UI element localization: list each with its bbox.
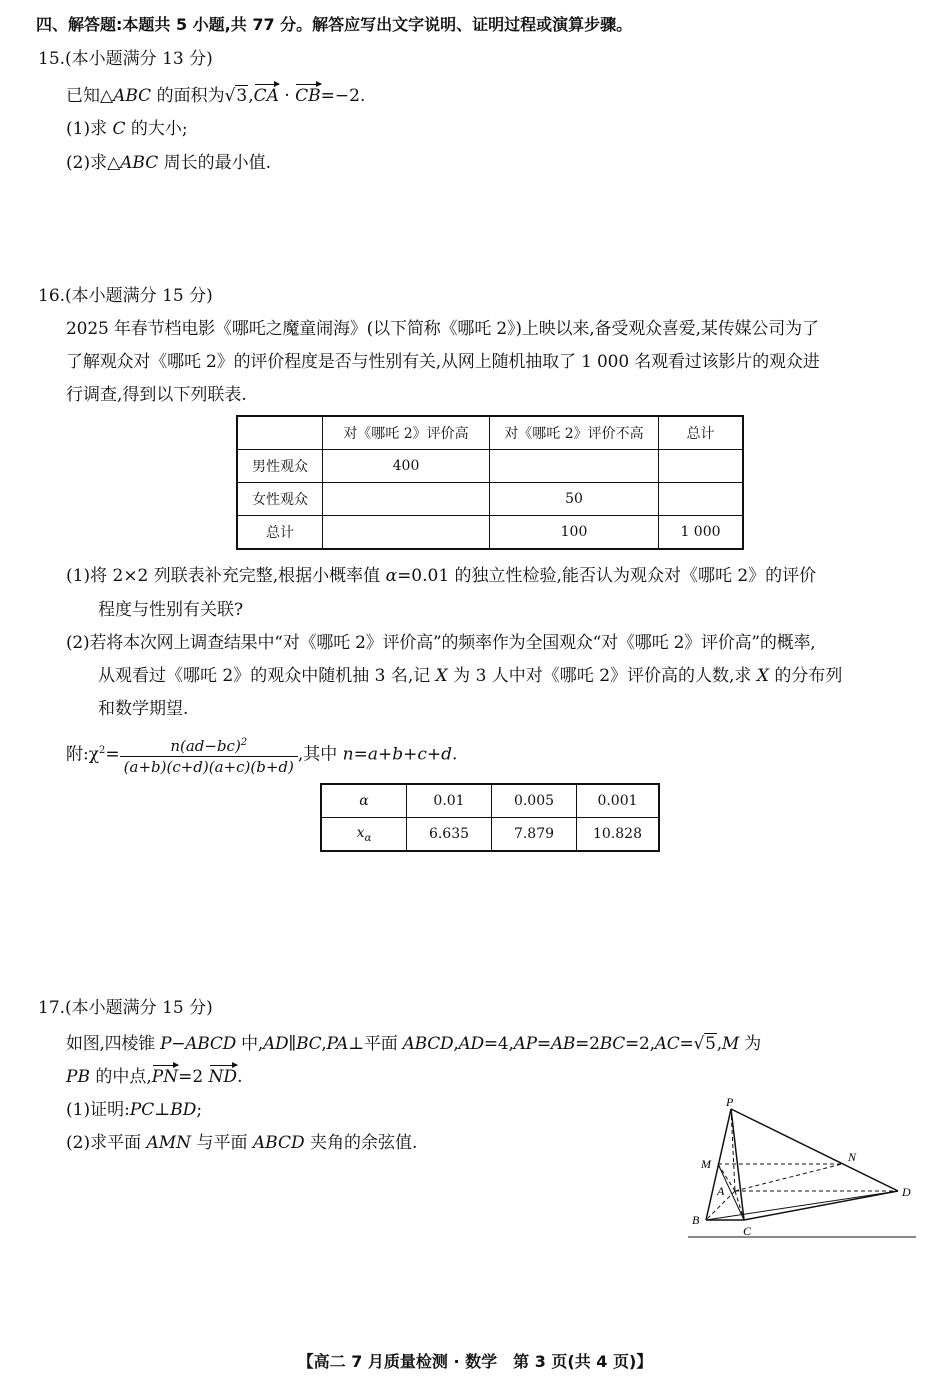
- x-alpha-sub: α: [364, 832, 372, 844]
- q16-part2-c: 和数学期望.: [98, 699, 189, 719]
- q17-text: ,: [321, 1034, 327, 1054]
- q16-line1: 2025 年春节档电影《哪吒之魔童闹海》(以下简称《哪吒 2》)上映以来,备受观众喜爱,某传媒公司为了: [66, 319, 819, 339]
- table-row: [237, 483, 743, 516]
- chi-square-formula: [66, 730, 457, 777]
- formula-tail-pre: ,其中: [297, 744, 343, 765]
- q17-text: .: [237, 1067, 243, 1087]
- q15-heading: [38, 46, 213, 72]
- table-cell: 400: [323, 450, 490, 483]
- label-p: P: [726, 1095, 734, 1109]
- q17-var: PB: [66, 1067, 90, 1087]
- q17-var: PA: [326, 1034, 349, 1054]
- q17-vector-pn: PN: [152, 1064, 178, 1090]
- table-row: [237, 450, 743, 483]
- table-cell: 女性观众: [237, 483, 323, 516]
- q17-number: 17.: [38, 998, 66, 1018]
- q17-var: ABCD: [402, 1034, 454, 1054]
- q16-heading: [38, 283, 213, 309]
- q17-text: ∥: [288, 1034, 297, 1054]
- q15-number: 15.: [38, 49, 66, 69]
- label-b: B: [692, 1213, 700, 1227]
- label-n: N: [848, 1150, 857, 1164]
- q17-line2: [66, 1064, 242, 1090]
- q16-part2-b-x2: X: [756, 666, 769, 686]
- q17-part2: [66, 1130, 417, 1156]
- q17-var: BC: [296, 1034, 322, 1054]
- q17-line1: [66, 1031, 761, 1057]
- q16-part1-a: [66, 563, 816, 589]
- x-alpha-label: x: [356, 824, 365, 841]
- table-header-cell: [237, 416, 323, 450]
- table-cell: [323, 483, 490, 516]
- q16-part1-a-post: =0.01 的独立性检验,能否认为观众对《哪吒 2》的评价: [397, 566, 817, 586]
- q15-part1-pre: (1)求: [66, 119, 113, 139]
- q17-part2-v1: AMN: [146, 1133, 192, 1153]
- q17-part1: [66, 1097, 202, 1123]
- q17-text: 如图,四棱锥: [66, 1034, 161, 1054]
- q16-line3: 行调查,得到以下列联表.: [66, 385, 247, 405]
- q16-part2-b: [98, 663, 842, 689]
- table-cell: α: [321, 784, 407, 818]
- q15-sqrt-value: 3: [236, 86, 248, 106]
- q15-stem-pre: 已知△: [66, 86, 114, 106]
- q15-part2: [66, 150, 271, 176]
- q16-part2-a: (2)若将本次网上调查结果中“对《哪吒 2》评价高”的频率作为全国观众“对《哪吒 2》评价高”的概率,: [66, 633, 816, 653]
- q17-part2-mid: 与平面: [191, 1133, 253, 1153]
- table-row: [237, 516, 743, 550]
- table-cell: 0.005: [492, 784, 577, 818]
- contingency-table: [236, 415, 744, 550]
- formula-numerator: [120, 733, 298, 757]
- table-cell: 1 000: [659, 516, 744, 550]
- table-cell: [659, 450, 744, 483]
- table-cell: [323, 516, 490, 550]
- table-header-cell: 对《哪吒 2》评价高: [323, 416, 490, 450]
- table-cell: 0.01: [407, 784, 492, 818]
- q16-part2-b-mid: 为 3 人中对《哪吒 2》评价高的人数,求: [447, 666, 757, 686]
- formula-num-text: n(ad−bc): [170, 737, 241, 756]
- q17-var: M: [721, 1034, 740, 1054]
- table-cell: [659, 483, 744, 516]
- q17-text: ,: [716, 1034, 722, 1054]
- q16-part2-b-pre: 从观看过《哪吒 2》的观众中随机抽 3 名,记: [98, 666, 436, 686]
- q17-text: ,: [453, 1034, 459, 1054]
- page-footer: 【高二 7 月质量检测 · 数学 第 3 页(共 4 页)】: [297, 1352, 653, 1371]
- formula-eq: =: [105, 744, 120, 765]
- q17-text: =2: [575, 1034, 600, 1054]
- q17-score: (本小题满分 15 分): [65, 998, 213, 1018]
- q15-part2-pre: (2)求△: [66, 153, 121, 173]
- table-cell: 100: [490, 516, 659, 550]
- q17-part1-pre: (1)证明:: [66, 1100, 130, 1120]
- q17-var: AB: [550, 1034, 576, 1054]
- table-header-cell: 对《哪吒 2》评价不高: [490, 416, 659, 450]
- q16-part1-b: 程度与性别有关联?: [98, 600, 244, 620]
- q15-vector-ca: CA: [254, 83, 279, 109]
- table-cell: 50: [490, 483, 659, 516]
- q15-part1-post: 的大小;: [125, 119, 188, 139]
- q17-text: 的中点,: [89, 1067, 152, 1087]
- q17-part1-post: ;: [196, 1100, 203, 1120]
- table-cell: 7.879: [492, 818, 577, 852]
- q16-score: (本小题满分 15 分): [65, 286, 213, 306]
- table-row: [321, 818, 659, 852]
- q15-stem-end: =−2.: [320, 86, 366, 106]
- q15-score: (本小题满分 13 分): [65, 49, 213, 69]
- q15-vector-cb: CB: [295, 83, 321, 109]
- q17-text: ⊥平面: [348, 1034, 403, 1054]
- table-cell: 男性观众: [237, 450, 323, 483]
- q17-var: AD: [458, 1034, 484, 1054]
- q17-text: 中,: [235, 1034, 264, 1054]
- label-a: A: [717, 1184, 725, 1198]
- q16-part1-alpha: α: [385, 566, 398, 586]
- table-cell: 总计: [237, 516, 323, 550]
- q15-part1-var: C: [112, 119, 126, 139]
- section-header: 四、解答题:本题共 5 小题,共 77 分。解答应写出文字说明、证明过程或演算步骤。: [36, 15, 633, 34]
- formula-tail-var: n=a+b+c+d: [342, 744, 453, 765]
- q17-text: =2,: [625, 1034, 655, 1054]
- q15-stem-triangle: ABC: [113, 86, 152, 106]
- q16-part2-b-x1: X: [435, 666, 448, 686]
- q17-var: AD: [263, 1034, 289, 1054]
- q15-dot: ·: [278, 86, 296, 106]
- q17-heading: [38, 995, 213, 1021]
- q16-number: 16.: [38, 286, 66, 306]
- formula-sup: 2: [99, 745, 106, 756]
- q17-part2-pre: (2)求平面: [66, 1133, 147, 1153]
- table-row: [321, 784, 659, 818]
- q17-text: =4,: [483, 1034, 514, 1054]
- q15-sqrt: √3: [224, 86, 248, 106]
- q15-comma: ,: [248, 86, 254, 106]
- q15-stem-mid: 的面积为: [151, 86, 225, 106]
- table-cell: [490, 450, 659, 483]
- q17-var: BC: [599, 1034, 626, 1054]
- q17-var: P−ABCD: [160, 1034, 236, 1054]
- formula-label: 附:χ: [66, 744, 100, 765]
- label-c: C: [743, 1224, 752, 1238]
- q17-text: =: [536, 1034, 551, 1054]
- table-header-cell: 总计: [659, 416, 744, 450]
- q17-sqrt-value: 5: [705, 1034, 716, 1054]
- q17-part1-var: PC⊥BD: [129, 1100, 197, 1120]
- q17-part2-post: 夹角的余弦值.: [304, 1133, 418, 1153]
- q17-part2-v2: ABCD: [252, 1133, 305, 1153]
- pyramid-figure: [688, 1094, 918, 1244]
- formula-denominator: (a+b)(c+d)(a+c)(b+d): [123, 758, 294, 777]
- label-d: D: [902, 1185, 911, 1199]
- table-cell: 10.828: [577, 818, 660, 852]
- table-cell: [321, 818, 407, 852]
- edge-an: [735, 1164, 842, 1191]
- formula-num-sup: 2: [240, 737, 248, 749]
- table-cell: 0.001: [577, 784, 660, 818]
- q17-sqrt: √5: [693, 1034, 716, 1054]
- q17-text: 为: [739, 1034, 761, 1054]
- q17-var: AC: [654, 1034, 680, 1054]
- table-header-row: [237, 416, 743, 450]
- q17-text: =: [679, 1034, 694, 1054]
- formula-tail-end: .: [452, 744, 458, 765]
- q17-vector-nd: ND: [209, 1064, 238, 1090]
- q17-var: AP: [513, 1034, 537, 1054]
- q15-stem: [66, 83, 365, 109]
- table-cell: 6.635: [407, 818, 492, 852]
- edge-bd: [706, 1191, 898, 1220]
- critical-value-table: [320, 783, 660, 852]
- q16-part1-a-pre: (1)将 2×2 列联表补充完整,根据小概率值: [66, 566, 386, 586]
- edge-cd: [744, 1191, 898, 1220]
- q17-text: =2: [178, 1067, 209, 1087]
- q16-part2-b-post: 的分布列: [768, 666, 843, 686]
- q16-line2: 了解观众对《哪吒 2》的评价程度是否与性别有关,从网上随机抽取了 1 000 名观看过该影片的观众进: [66, 352, 820, 372]
- formula-fraction: [120, 733, 298, 777]
- edge-pd: [731, 1109, 898, 1191]
- label-m: M: [701, 1157, 711, 1171]
- q15-part2-var: ABC: [120, 153, 159, 173]
- q15-part2-post: 周长的最小值.: [158, 153, 272, 173]
- q15-part1: [66, 116, 188, 142]
